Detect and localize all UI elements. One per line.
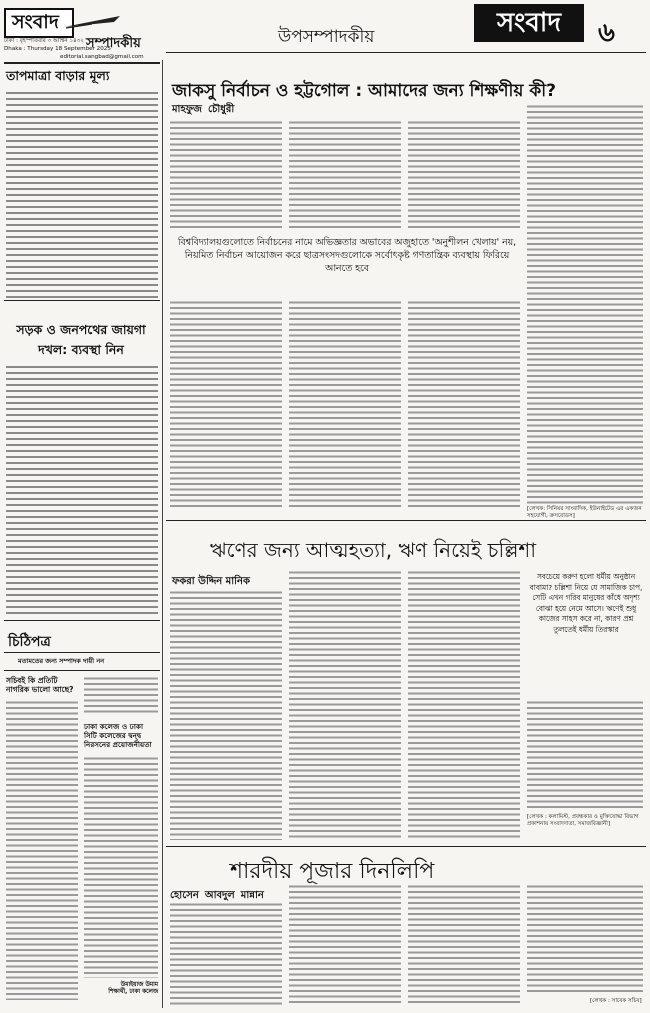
main-article-col-3-top xyxy=(408,120,520,230)
letter-2-title: ঢাকা কলেজ ও ঢাকা সিটি কলেজের দ্বন্দ্ব নিরসনের প্রয়োজনীয়তা xyxy=(84,722,152,749)
second-article-author: ফকরা উদ্দিন মানিক xyxy=(172,576,250,587)
main-article-col-1-bottom xyxy=(170,300,282,510)
second-article-col-2 xyxy=(289,570,401,840)
editorial-2-body xyxy=(6,364,158,614)
editorial-1-title: তাপমাত্রা বাড়ার মূল্য xyxy=(6,68,110,83)
main-article-col-4 xyxy=(527,104,643,504)
second-article-col-4 xyxy=(527,700,643,810)
masthead-logo-right: সংবাদ xyxy=(474,4,584,42)
letters-section-title: চিঠিপত্র xyxy=(8,634,51,650)
letter-2-body xyxy=(84,756,158,978)
quill-pen-icon xyxy=(62,12,124,32)
second-article-footer-note: [লেখক : কলামিস্ট, প্রবন্ধকার ও মুক্তিযোদ্ধা বিভাগ প্রকাশনায় সংবাদদাতা, সমাজবিজ্ঞানী] xyxy=(527,814,639,827)
section-editorial: সম্পাদকীয় xyxy=(86,36,141,51)
main-article-col-2-bottom xyxy=(289,300,401,510)
third-article-footer-note: [লেখক : সাবেক সচিব] xyxy=(590,998,642,1004)
second-article-col-3 xyxy=(408,570,520,840)
letter-1-title: সচিবই কি প্রতিটি নাগরিক ভালো আছে? xyxy=(6,676,74,694)
third-article-author: হোসেন আবদুল মান্নান xyxy=(170,890,264,901)
third-article-col-2 xyxy=(289,884,401,1006)
letter-1-body xyxy=(6,700,78,1000)
main-article-headline: জাকসু নির্বাচন ও হট্টগোল : আমাদের জন্য শিক্ষণীয় কী? xyxy=(172,81,556,101)
date-english: Dhaka : Thursday 18 September 2025 xyxy=(4,46,111,52)
editorial-2-title: সড়ক ও জনপথের জায়গা দখল: ব্যবস্থা নিন xyxy=(16,322,146,357)
page-number: ৬ xyxy=(598,18,615,48)
editorial-email: editorial.sangbad@gmail.com xyxy=(60,54,144,60)
third-article-col-1 xyxy=(170,902,282,1006)
main-article-col-2-top xyxy=(289,120,401,230)
second-article-col-1 xyxy=(170,590,282,840)
letter-1-continued xyxy=(84,676,158,716)
date-bengali: ঢাকা : বৃহস্পতিবার ৩ আশ্বিন ১৪৩২ xyxy=(4,38,85,44)
third-article-col-4 xyxy=(527,884,643,992)
second-article-headline: ঋণের জন্য আত্মহত্যা, ঋণ নিয়েই চল্লিশা xyxy=(210,538,537,562)
letters-disclaimer: মতামতের জন্য সম্পাদক দায়ী নন xyxy=(18,657,105,665)
main-article-col-1-top xyxy=(170,120,282,230)
third-article-headline: শারদীয় পূজার দিনলিপি xyxy=(230,859,435,884)
main-article-col-3-bottom xyxy=(408,300,520,510)
second-article-pullquote: সবচেয়ে করুণ হলো ধর্মীয় অনুষ্ঠান বাবামা? চল্লিশা নিয়ে যে সামাজিক চাপ, সেটি এখন গরিব মানুষের কাঁধে অদৃশ্য বোঝা হয়ে নেমে আসে। ঋণেই শুধু কাজের সাহস করে না, কারণ প্রশ্ন তুলতেই ধর্মীয় তিরস্কার xyxy=(529,572,643,634)
logo-left-text: সংবাদ xyxy=(12,11,59,33)
main-article-pullquote: বিশ্ববিদ্যালয়গুলোতে নির্বাচনের নামে অভিজ্ঞতার অভাবের অজুহাতে 'অনুশীলন খেলায়' নয়, নিয়মিত নির্বাচন আয়োজন করে ছাত্রসংসদগুলোকে সর্বোৎকৃষ্ট গণতান্ত্রিক ব্যবস্থায় ফিরিয়ে আনতে হবে xyxy=(177,237,517,274)
editorial-1-body xyxy=(6,90,158,300)
letter-2-author: উমাইয়াজ উমাম শিক্ষার্থী, ঢাকা কলেজ xyxy=(108,982,158,995)
section-op-ed: উপসম্পাদকীয় xyxy=(278,27,375,47)
main-article-footer-note: [লেখক: সিনিয়র সাংবাদিক, ইউনাইটেড এর একজন সহযোগী, ক্রসরোডস] xyxy=(527,506,642,519)
main-article-author: মাহফুজ চৌধুরী xyxy=(172,104,235,115)
third-article-col-3 xyxy=(408,884,520,1006)
